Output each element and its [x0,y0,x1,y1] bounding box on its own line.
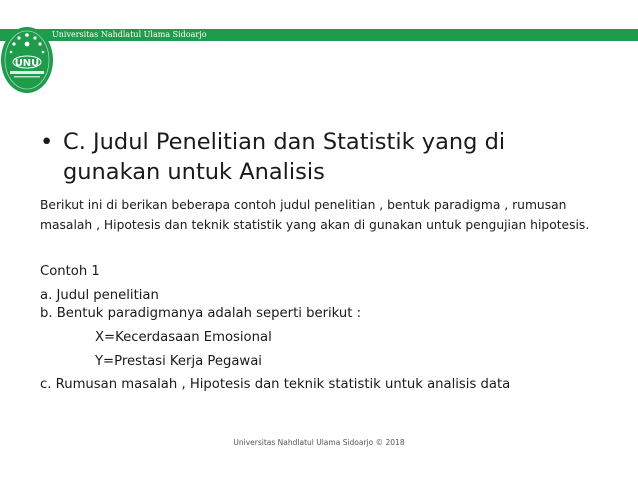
header-bar-text: Universitas Nahdlatul Ulama Sidoarjo [52,30,207,39]
footer-text: Universitas Nahdlatul Ulama Sidoarjo © 2018 [233,438,405,447]
intro-paragraph: Berikut ini di berikan beberapa contoh judul penelitian , bentuk paradigma , rumusan masalah , Hipotesis dan teknik statistik yang akan di gunakan untuk pengujian hipotesis. [40,198,590,232]
variable-x: X=Kecerdasaan Emosional [95,330,272,345]
title-text: C. Judul Penelitian dan Statistik yang di gunakan untuk Analisis [63,129,506,185]
item-b: b. Bentuk paradigmanya adalah seperti berikut : [40,306,362,321]
header-bar [0,29,638,41]
item-c: c. Rumusan masalah , Hipotesis dan teknik statistik untuk analisis data [40,377,511,392]
logo-text: UNU [14,58,40,69]
item-a: a. Judul penelitian [40,288,159,303]
title-bullet: • [40,129,54,155]
variable-y: Y=Prestasi Kerja Pegawai [95,354,262,369]
slide-title [40,127,560,187]
university-logo-icon [0,22,56,94]
example-heading: Contoh 1 [40,264,100,279]
